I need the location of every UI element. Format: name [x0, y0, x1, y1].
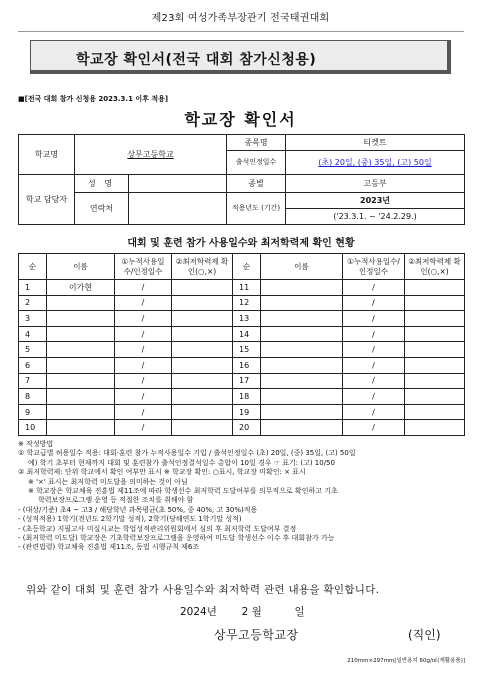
row-min-check[interactable]: [172, 280, 233, 296]
row-name[interactable]: [261, 373, 343, 389]
row-no: 11: [233, 280, 261, 296]
note-line: - (대상/기준) 초4 ~ 고3 / 해당학년 과목평균(초 50%, 중 40%, 고 30%)적용: [18, 505, 258, 514]
school-label: 학교명: [19, 135, 75, 175]
row-days[interactable]: /: [115, 326, 172, 342]
row-name[interactable]: [47, 295, 115, 311]
row-min-check[interactable]: [405, 311, 465, 327]
row-days[interactable]: /: [115, 280, 172, 296]
row-no: 8: [19, 389, 47, 405]
row-min-check[interactable]: [405, 342, 465, 358]
row-name[interactable]: [47, 342, 115, 358]
col-header-no: 순: [19, 254, 47, 280]
event-label: 종목명: [227, 135, 286, 151]
note-line: 예) 학기 초부터 현재까지 대회 및 훈련참가 출석인정결석일수 총합이 10일 경우 ☞ 표기: (고) 10/50: [28, 458, 335, 467]
row-name[interactable]: [47, 404, 115, 420]
row-no: 19: [233, 404, 261, 420]
row-no: 14: [233, 326, 261, 342]
row-name[interactable]: [261, 420, 343, 436]
row-min-check[interactable]: [172, 342, 233, 358]
banner-title: 학교장 확인서(전국 대회 참가신청용): [76, 52, 317, 68]
row-name[interactable]: [261, 389, 343, 405]
date-day-unit: 일: [294, 606, 305, 618]
row-no: 17: [233, 373, 261, 389]
event-title: 제23회 여성가족부장관기 전국태권대회: [151, 13, 330, 24]
principal-signature: 상무고등학교장: [214, 628, 299, 642]
note-line: 학력보장프로그램 운영 등 적절한 조치를 취해야 함: [38, 496, 194, 505]
year-value: 2023년: [286, 193, 465, 209]
row-min-check[interactable]: [172, 357, 233, 373]
note-line: - (관련법령) 학교체육 진흥법 제11조, 동법 시행규칙 제6조: [18, 543, 200, 552]
contact-label: 연락처: [75, 193, 129, 225]
row-no: 13: [233, 311, 261, 327]
row-no: 9: [19, 404, 47, 420]
date-month: 2: [241, 606, 249, 618]
note-line: ※ 작성방법: [18, 440, 54, 448]
official-seal: (직인): [408, 628, 441, 642]
athlete-table: [18, 253, 465, 436]
row-name[interactable]: [47, 373, 115, 389]
note-line: ※ '×' 표시는 최저학력 미도달을 의미하는 것이 아님: [28, 477, 188, 486]
date-year: 2024년: [180, 606, 217, 618]
row-name[interactable]: 이가현: [47, 280, 115, 296]
row-min-check[interactable]: [172, 373, 233, 389]
year-label: 적용년도 (기간): [227, 193, 286, 225]
page-title: 학교장 확인서: [184, 110, 297, 129]
row-name[interactable]: [261, 311, 343, 327]
row-min-check[interactable]: [172, 420, 233, 436]
row-name[interactable]: [47, 357, 115, 373]
row-days[interactable]: /: [115, 295, 172, 311]
division-label: 종별: [227, 175, 286, 193]
row-days[interactable]: /: [343, 373, 405, 389]
contact-value[interactable]: [129, 193, 227, 225]
period-value: ('23.3.1. ~ '24.2.29.): [286, 209, 465, 225]
table-row: [19, 295, 465, 311]
row-days[interactable]: /: [115, 389, 172, 405]
table-row: [19, 404, 465, 420]
note-line: ② 최저학력제: 단위 학교에서 확인 여부만 표시 ※ 학교장 확인: ○표시, 학교장 미확인: × 표시: [18, 468, 306, 477]
col-header-no: 순: [233, 254, 261, 280]
table-row: [19, 357, 465, 373]
row-days[interactable]: /: [115, 373, 172, 389]
row-min-check[interactable]: [172, 311, 233, 327]
row-days[interactable]: /: [343, 404, 405, 420]
table-row: [19, 342, 465, 358]
row-days[interactable]: /: [343, 389, 405, 405]
row-days[interactable]: /: [343, 342, 405, 358]
row-name[interactable]: [261, 295, 343, 311]
date-month-unit: 월: [251, 606, 262, 618]
attendance-label: 출석인정일수: [227, 151, 286, 175]
info-table: [18, 134, 465, 225]
event-value: 티켓트: [286, 135, 465, 151]
name-value[interactable]: [129, 175, 227, 193]
name-label: 성 명: [75, 175, 129, 193]
section-title: 대회 및 훈련 참가 사용일수와 최저학력제 확인 현황: [127, 238, 355, 249]
note-line: - (초등학교) 지필고사 미실시교는 학업성적관리위원회에서 심의 후 최저학력 도달여부 결정: [18, 524, 297, 533]
row-no: 6: [19, 357, 47, 373]
row-min-check[interactable]: [172, 404, 233, 420]
table-row: [19, 280, 465, 296]
row-no: 5: [19, 342, 47, 358]
row-days[interactable]: /: [115, 404, 172, 420]
row-days[interactable]: /: [115, 311, 172, 327]
row-days[interactable]: /: [343, 295, 405, 311]
note-line: - (성적적용) 1학기(전년도 2학기말 성적), 2학기(당해연도 1학기말 성적): [18, 515, 242, 524]
table-header-row: [19, 254, 465, 280]
row-name[interactable]: [47, 326, 115, 342]
col-header-min: ②최저학력제 확인(○,×): [172, 254, 233, 280]
confirmation-text: 위와 같이 대회 및 훈련 참가 사용일수와 최저학력 관련 내용을 확인합니다.: [26, 584, 380, 596]
col-header-min: ②최저학력제 확인(○,×): [405, 254, 465, 280]
col-header-name: 이름: [261, 254, 343, 280]
row-name[interactable]: [47, 311, 115, 327]
row-min-check[interactable]: [172, 295, 233, 311]
row-name[interactable]: [261, 342, 343, 358]
row-days[interactable]: /: [343, 326, 405, 342]
note-line: - (최저학력 미도달) 학교장은 기초학력보장프로그램을 운영하여 미도달 학생선수 이수 후 대회참가 가능: [18, 534, 335, 543]
applicability-note: ■[전국 대회 참가 신청용 2023.3.1 이후 적용]: [18, 95, 169, 103]
row-min-check[interactable]: [405, 404, 465, 420]
row-min-check[interactable]: [405, 280, 465, 296]
row-no: 10: [19, 420, 47, 436]
row-name[interactable]: [47, 389, 115, 405]
title-banner: [30, 40, 451, 74]
row-no: 2: [19, 295, 47, 311]
table-row: [19, 326, 465, 342]
row-no: 3: [19, 311, 47, 327]
row-no: 12: [233, 295, 261, 311]
row-days[interactable]: /: [343, 420, 405, 436]
row-name[interactable]: [47, 420, 115, 436]
instructions: [18, 440, 464, 553]
row-no: 15: [233, 342, 261, 358]
date-line: [180, 604, 305, 619]
row-days[interactable]: /: [343, 311, 405, 327]
row-no: 16: [233, 357, 261, 373]
row-name[interactable]: [261, 280, 343, 296]
row-min-check[interactable]: [405, 373, 465, 389]
row-days[interactable]: /: [115, 420, 172, 436]
row-days[interactable]: /: [343, 357, 405, 373]
col-header-name: 이름: [47, 254, 115, 280]
table-row: [19, 389, 465, 405]
officer-label: 학교 담당자: [19, 175, 75, 225]
col-header-days: ①누적사용일수/인정일수: [115, 254, 172, 280]
row-no: 18: [233, 389, 261, 405]
division-value: 고등부: [286, 175, 465, 193]
row-min-check[interactable]: [405, 326, 465, 342]
row-min-check[interactable]: [405, 420, 465, 436]
table-row: [19, 373, 465, 389]
school-value: 상무고등학교: [75, 135, 227, 175]
paper-spec: 210mm×297mm[일반용지 60g/㎡(재활용품)]: [347, 658, 465, 664]
row-min-check[interactable]: [172, 389, 233, 405]
top-divider: [18, 31, 464, 32]
row-no: 7: [19, 373, 47, 389]
note-line: ※ 학교장은 학교체육 진흥법 제11조에 따라 학생선수 최저학력 도달여부를 의무적으로 확인하고 기초: [28, 487, 338, 496]
note-line: ① 학교급별 허용일수 적용: 대회·훈련 참가 누적사용일수 기입 / 출석인정일수 (초) 20일, (중) 35일, (고) 50일: [18, 449, 356, 458]
row-name[interactable]: [261, 404, 343, 420]
attendance-value: (초) 20일, (중) 35일, (고) 50일: [286, 151, 465, 175]
row-days[interactable]: /: [115, 357, 172, 373]
table-row: [19, 420, 465, 436]
row-no: 1: [19, 280, 47, 296]
row-name[interactable]: [261, 357, 343, 373]
row-no: 4: [19, 326, 47, 342]
row-min-check[interactable]: [405, 295, 465, 311]
row-min-check[interactable]: [172, 326, 233, 342]
table-row: [19, 311, 465, 327]
row-name[interactable]: [261, 326, 343, 342]
row-days[interactable]: /: [343, 280, 405, 296]
col-header-days: ①누적사용일수/인정일수: [343, 254, 405, 280]
row-days[interactable]: /: [115, 342, 172, 358]
row-min-check[interactable]: [405, 357, 465, 373]
row-min-check[interactable]: [405, 389, 465, 405]
row-no: 20: [233, 420, 261, 436]
